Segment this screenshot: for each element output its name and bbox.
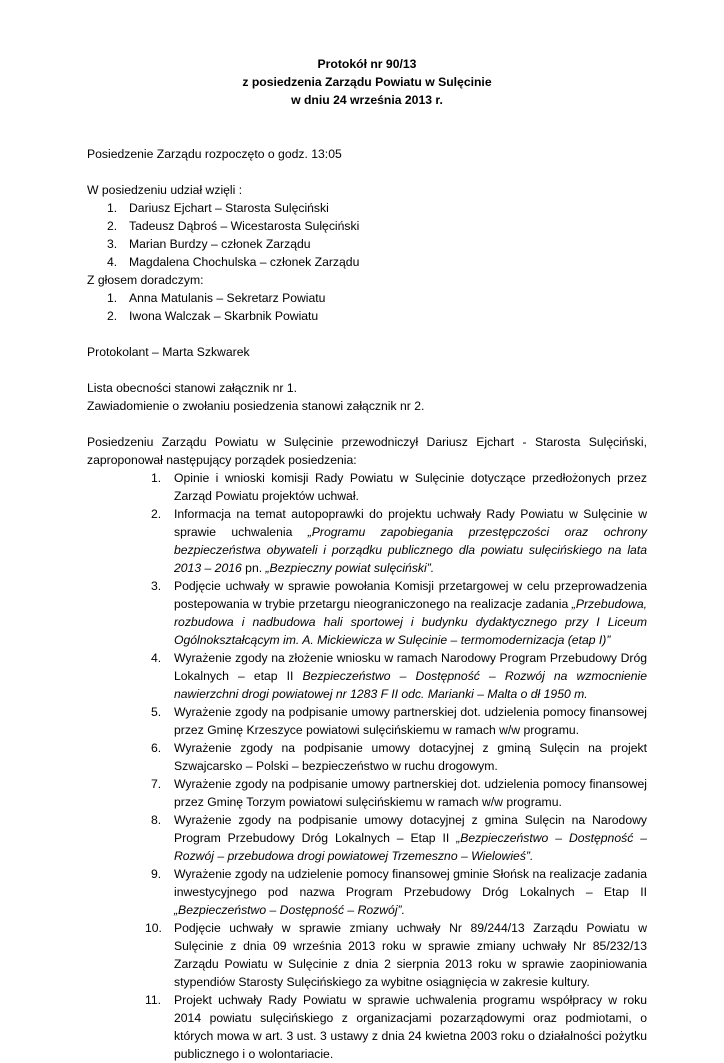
participants-list xyxy=(87,199,647,271)
participant-item: 2. Tadeusz Dąbroś – Wicestarosta Sulęciński xyxy=(107,219,360,233)
notice-note: Zawiadomienie o zwołaniu posiedzenia stanowi załącznik nr 2. xyxy=(87,399,425,413)
agenda-list xyxy=(87,469,647,1063)
agenda-intro: Posiedzeniu Zarządu Powiatu w Sulęcinie przewodniczył Dariusz Ejchart - Starosta Sulęciński, zaproponował następujący porządek posiedzenia: xyxy=(87,435,647,467)
agenda-item: 2. Informacja na temat autopoprawki do projektu uchwały Rady Powiatu w Sulęcinie w sprawie uchwalenia „Programu zapobiegania przestępczości oraz ochrony bezpieczeństwa obywateli i porządku publicznego dla powiatu sulęcińskiego na lata 2013 – 2016 pn. „Bezpieczny powiat sulęciński”. xyxy=(151,507,647,575)
agenda-item: 9. Wyrażenie zgody na udzielenie pomocy finansowej gminie Słońsk na realizacje zadania inwestycyjnego pod nazwa Program Przebudowy Dróg Lokalnych – Etap II „Bezpieczeństwo – Dostępność – Rozwój”. xyxy=(151,867,647,917)
title-line-1: Protokół nr 90/13 xyxy=(317,57,417,71)
title-line-3: w dniu 24 września 2013 r. xyxy=(291,93,443,107)
document-title xyxy=(87,55,647,109)
agenda-item: 11. Projekt uchwały Rady Powiatu w sprawie uchwalenia programu współpracy w roku 2014 powiatu sulęcińskiego z organizacjami pozarządowymi oraz podmiotami, o których mowa w art. 3 ust. 3 ustawy z dnia 24 kwietna 2003 roku o działalności pożytku publicznego i o wolontariacie. xyxy=(145,993,647,1061)
agenda-item: 4. Wyrażenie zgody na złożenie wniosku w ramach Narodowy Program Przebudowy Dróg Lokalnych – etap II Bezpieczeństwo – Dostępność – Rozwój na wzmocnienie nawierzchni drogi powiatowej nr 1283 F II odc. Marianki – Malta o dł 1950 m. xyxy=(151,651,647,701)
advisory-list xyxy=(87,289,647,325)
agenda-item: 8. Wyrażenie zgody na podpisanie umowy dotacyjnej z gmina Sulęcin na Narodowy Program Przebudowy Dróg Lokalnych – Etap II „Bezpieczeństwo – Dostępność – Rozwój – przebudowa drogi powiatowej Trzemeszno – Wielowieś”. xyxy=(151,813,648,863)
agenda-item: 6. Wyrażenie zgody na podpisanie umowy dotacyjnej z gminą Sulęcin na projekt Szwajcarsko – Polski – bezpieczeństwo w ruchu drogowym. xyxy=(151,741,647,773)
participants-header: W posiedzeniu udział wzięli : xyxy=(87,183,243,197)
agenda-item: 5. Wyrażenie zgody na podpisanie umowy partnerskiej dot. udzielenia pomocy finansowej przez Gminę Krzeszyce powiatowi sulęcińskiemu w ramach w/w programu. xyxy=(151,705,647,737)
opening-text: Posiedzenie Zarządu rozpoczęto o godz. 13:05 xyxy=(87,147,342,161)
agenda-item: 3. Podjęcie uchwały w sprawie powołania Komisji przetargowej w celu przeprowadzenia postepowania w trybie przetargu nieograniczonego na realizacje zadania „Przebudowa, rozbudowa i nadbudowa hali sportowej i budynku dydaktycznego przy I Liceum Ogólnokształcącym im. A. Mickiewicza w Sulęcinie – termomodernizacja (etap I)” xyxy=(151,579,647,647)
agenda-item: 7. Wyrażenie zgody na podpisanie umowy partnerskiej dot. udzielenia pomocy finansowej przez Gminę Torzym powiatowi sulęcińskiemu w ramach w/w programu. xyxy=(151,777,647,809)
title-line-2: z posiedzenia Zarządu Powiatu w Sulęcinie xyxy=(242,75,492,89)
participant-item: 3. Marian Burdzy – członek Zarządu xyxy=(107,237,311,251)
participant-item: 1. Dariusz Ejchart – Starosta Sulęciński xyxy=(107,201,329,215)
advisory-item: 1. Anna Matulanis – Sekretarz Powiatu xyxy=(107,291,326,305)
agenda-item: 1. Opinie i wnioski komisji Rady Powiatu w Sulęcinie dotyczące przedłożonych przez Zarząd Powiatu projektów uchwał. xyxy=(151,471,647,503)
advisory-item: 2. Iwona Walczak – Skarbnik Powiatu xyxy=(107,309,319,323)
participant-item: 4. Magdalena Chochulska – członek Zarządu xyxy=(107,255,360,269)
attendance-note: Lista obecności stanowi załącznik nr 1. xyxy=(87,381,298,395)
protocol-writer: Protokolant – Marta Szkwarek xyxy=(87,345,250,359)
document-page xyxy=(87,55,647,1063)
agenda-item: 10. Podjęcie uchwały w sprawie zmiany uchwały Nr 89/244/13 Zarządu Powiatu w Sulęcinie z dnia 09 września 2013 roku w sprawie zmiany uchwały Nr 85/232/13 Zarządu Powiatu w Sulęcinie z dnia 2 sierpnia 2013 roku w sprawie zaopiniowania stypendiów Starosty Sulęcińskiego za wybitne osiągnięcia w zakresie kultury. xyxy=(145,921,647,989)
advisory-header: Z głosem doradczym: xyxy=(87,273,204,287)
